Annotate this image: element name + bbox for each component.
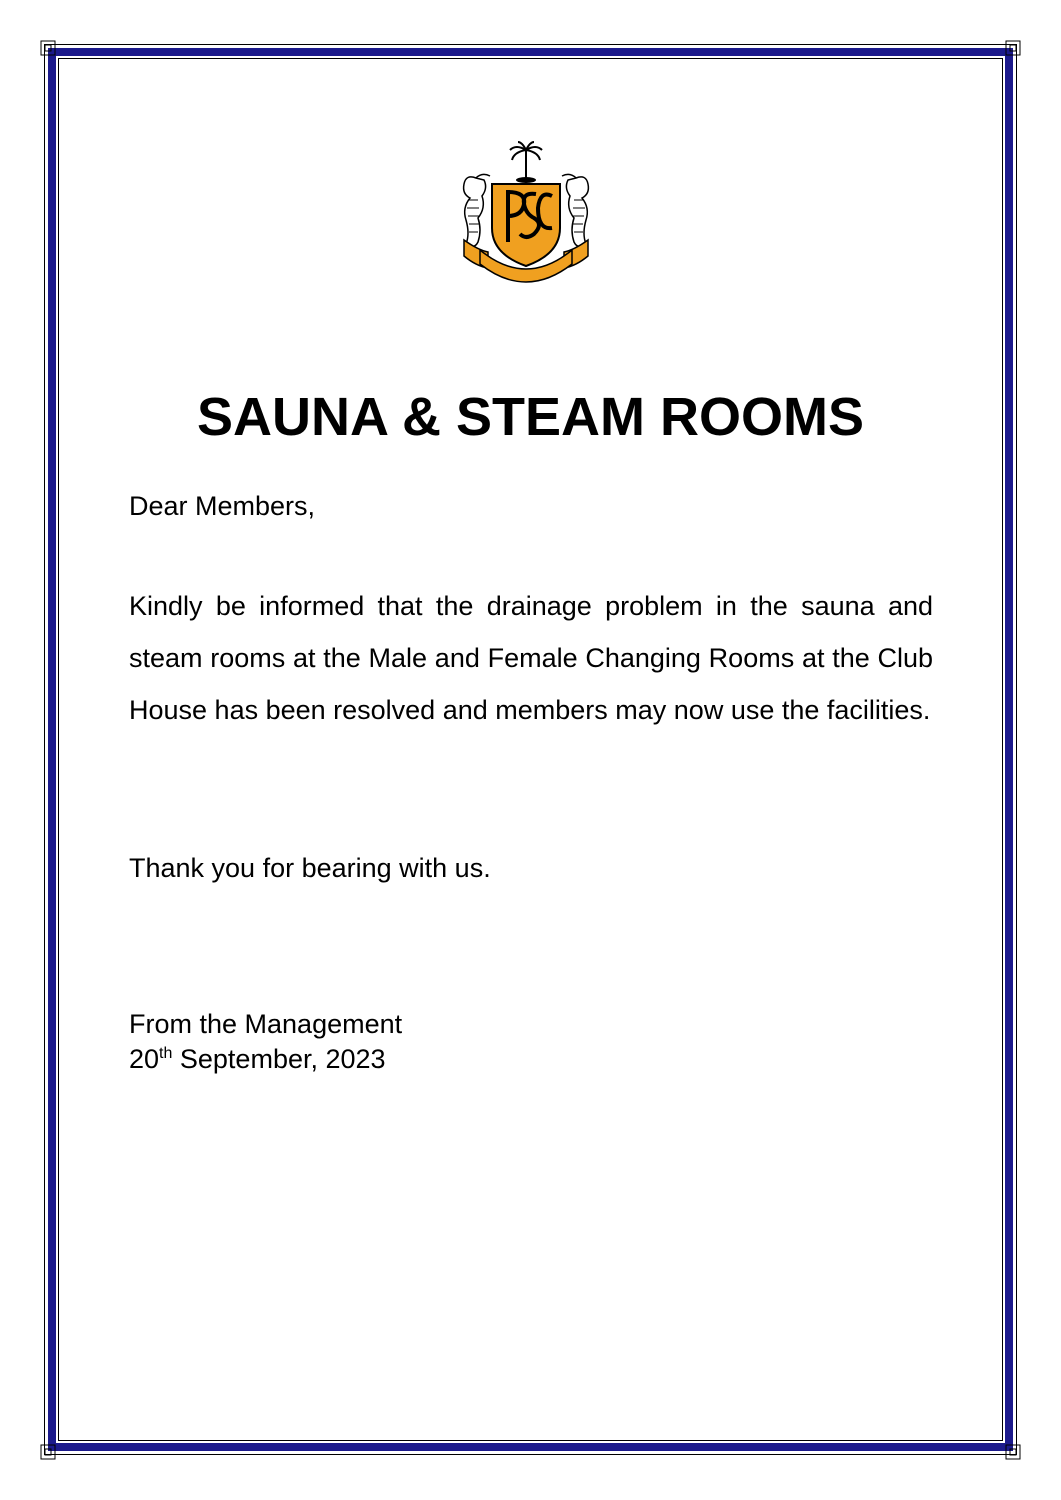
signoff [129, 1007, 933, 1077]
greeting: Dear Members, [129, 491, 316, 521]
club-crest-icon [448, 138, 604, 288]
corner-ornament-icon [40, 40, 56, 56]
signoff-date [129, 1042, 933, 1077]
corner-ornament-icon [1005, 40, 1021, 56]
notice-body: Kindly be informed that the drainage problem in the sauna and steam rooms at the Male and Female Changing Rooms at the Club House has been resolved and members may now use the facilities. [129, 591, 933, 725]
date-suffix: th [159, 1045, 173, 1062]
page-title: SAUNA & STEAM ROOMS [196, 387, 864, 447]
corner-ornament-icon [1005, 1444, 1021, 1460]
closing-line: Thank you for bearing with us. [129, 853, 491, 883]
corner-ornament-icon [40, 1444, 56, 1460]
date-day: 20 [129, 1044, 160, 1074]
date-rest: September, 2023 [172, 1044, 386, 1074]
signoff-from: From the Management [129, 1009, 403, 1039]
